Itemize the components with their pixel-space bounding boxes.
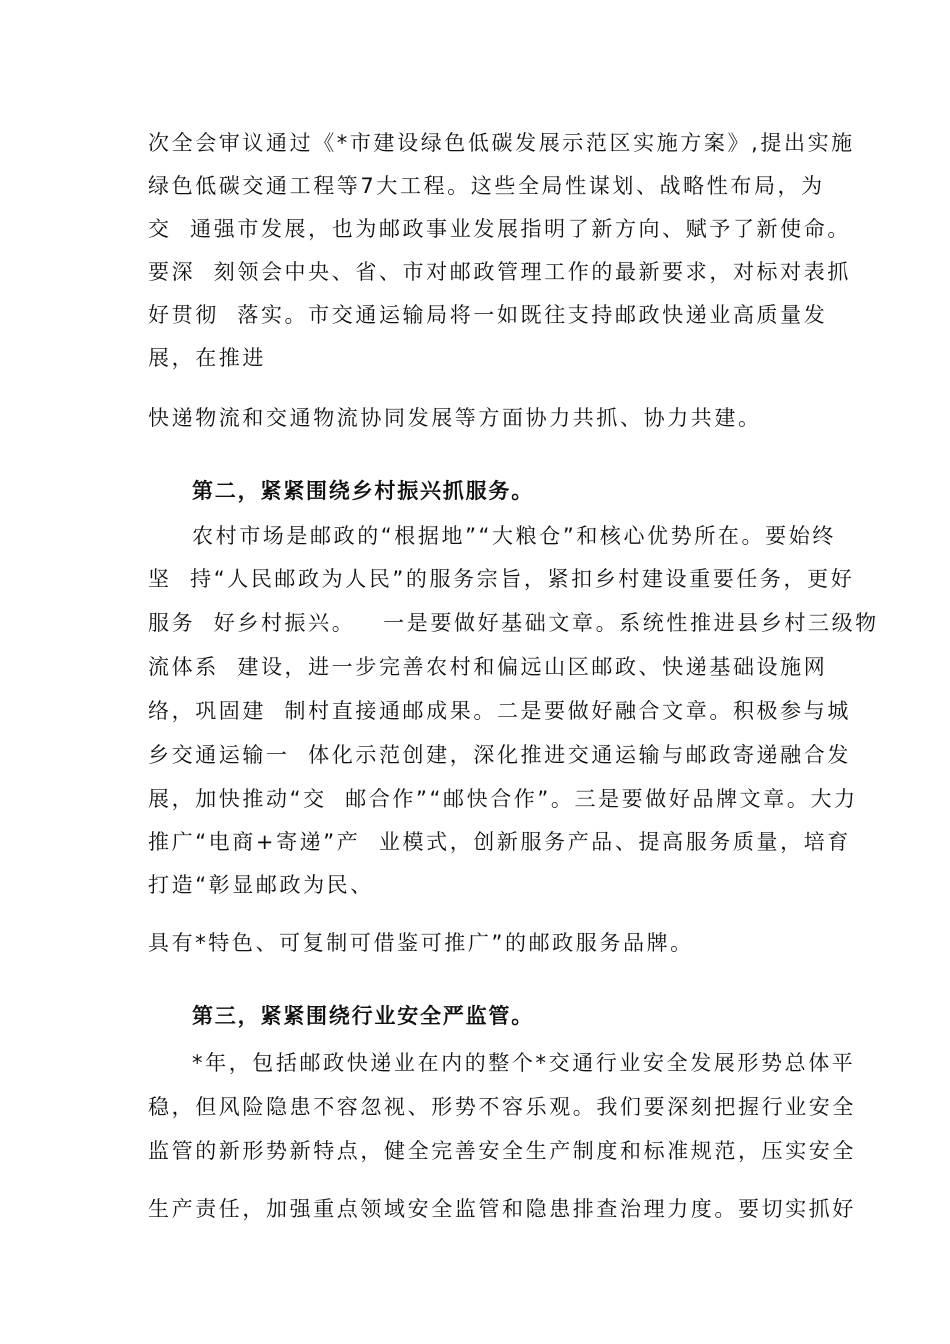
paragraph-2-line-7: 展，加快推动“交 邮合作”“邮快合作”。三是要做好品牌文章。大力	[148, 787, 858, 811]
paragraph-2-line-3: 服务 好乡村振兴。 一是要做好基础文章。系统性推进县乡村三级物	[148, 611, 879, 635]
paragraph-1-line-3: 交 通强市发展，也为邮政事业发展指明了新方向、赋予了新使命。	[148, 217, 851, 241]
section-heading-3: 第三，紧紧围绕行业安全严监管。	[192, 1004, 534, 1028]
paragraph-3-line-4: 生产责任，加强重点领域安全监管和隐患排查治理力度。要切实抓好	[148, 1197, 856, 1221]
paragraph-2-line-8: 推广“电商+寄递”产 业模式，创新服务产品、提高服务质量，培育	[148, 830, 851, 854]
paragraph-1-tail: 快递物流和交通物流协同发展等方面协力共抓、协力共建。	[148, 406, 762, 430]
paragraph-2-tail: 具有*特色、可复制可借鉴可推广”的邮政服务品牌。	[148, 931, 694, 955]
paragraph-2-line-1: 农村市场是邮政的“根据地”“大粮仓”和核心优势所在。要始终	[192, 524, 836, 548]
paragraph-3-line-1: *年，包括邮政快递业在内的整个*交通行业安全发展形势总体平	[192, 1051, 856, 1075]
paragraph-2-line-9: 打造“彰显邮政为民、	[148, 873, 374, 897]
paragraph-2-line-6: 乡交通运输一 体化示范创建，深化推进交通运输与邮政寄递融合发	[148, 743, 851, 767]
paragraph-1-line-1: 次全会审议通过《*市建设绿色低碳发展示范区实施方案》,提出实施	[148, 131, 855, 155]
paragraph-3-line-2: 稳，但风险隐患不容忽视、形势不容乐观。我们要深刻把握行业安全	[148, 1095, 856, 1119]
section-heading-2: 第二，紧紧围绕乡村振兴抓服务。	[192, 479, 534, 503]
paragraph-2-line-5: 络，巩固建 制村直接通邮成果。二是要做好融合文章。积极参与城	[148, 699, 851, 723]
paragraph-1-line-6: 展，在推进	[148, 346, 266, 370]
paragraph-1-line-2: 绿色低碳交通工程等7大工程。这些全局性谋划、战略性布局，为	[148, 174, 825, 198]
paragraph-1-line-4: 要深 刻领会中央、省、市对邮政管理工作的最新要求，对标对表抓	[148, 260, 851, 284]
paragraph-2-line-2: 坚 持“人民邮政为人民”的服务宗旨，紧扣乡村建设重要任务，更好	[148, 567, 855, 591]
paragraph-3-line-3: 监管的新形势新特点，健全完善安全生产制度和标准规范，压实安全	[148, 1139, 856, 1163]
paragraph-1-line-5: 好贯彻 落实。市交通运输局将一如既往支持邮政快递业高质量发	[148, 303, 828, 327]
paragraph-2-line-4: 流体系 建设，进一步完善农村和偏远山区邮政、快递基础设施网	[148, 655, 828, 679]
